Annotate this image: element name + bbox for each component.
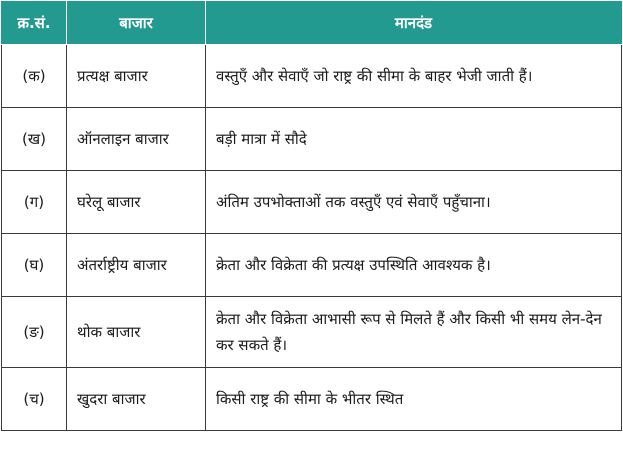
- serial-number-cell: (ङ): [2, 297, 67, 368]
- market-cell: घरेलू बाजार: [67, 171, 206, 234]
- header-serial-number: क्र.सं.: [2, 2, 67, 45]
- serial-number-cell: (ग): [2, 171, 67, 234]
- table-row: [2, 45, 622, 108]
- serial-number-cell: (घ): [2, 234, 67, 297]
- header-row: [2, 2, 622, 45]
- table-row: [2, 171, 622, 234]
- serial-number-cell: (च): [2, 368, 67, 431]
- table-header: [2, 2, 622, 45]
- table-row: [2, 297, 622, 368]
- criteria-cell: क्रेता और विक्रेता की प्रत्यक्ष उपस्थिति आवश्यक है।: [206, 234, 622, 297]
- criteria-cell: बड़ी मात्रा में सौदे: [206, 108, 622, 171]
- criteria-cell: किसी राष्ट्र की सीमा के भीतर स्थित: [206, 368, 622, 431]
- table-row: [2, 108, 622, 171]
- table-row: [2, 234, 622, 297]
- market-cell: अंतर्राष्ट्रीय बाजार: [67, 234, 206, 297]
- criteria-cell: वस्तुएँ और सेवाएँ जो राष्ट्र की सीमा के बाहर भेजी जाती हैं।: [206, 45, 622, 108]
- serial-number-cell: (क): [2, 45, 67, 108]
- market-cell: ऑनलाइन बाजार: [67, 108, 206, 171]
- header-criteria: मानदंड: [206, 2, 622, 45]
- market-cell: थोक बाजार: [67, 297, 206, 368]
- market-cell: प्रत्यक्ष बाजार: [67, 45, 206, 108]
- market-criteria-table: [1, 1, 622, 431]
- criteria-cell: क्रेता और विक्रेता आभासी रूप से मिलते हैं और किसी भी समय लेन-देन कर सकते हैं।: [206, 297, 622, 368]
- table-row: [2, 368, 622, 431]
- serial-number-cell: (ख): [2, 108, 67, 171]
- table-body: [2, 45, 622, 431]
- header-market: बाजार: [67, 2, 206, 45]
- market-criteria-table-container: [1, 1, 621, 454]
- market-cell: खुदरा बाजार: [67, 368, 206, 431]
- criteria-cell: अंतिम उपभोक्ताओं तक वस्तुएँ एवं सेवाएँ पहुँचाना।: [206, 171, 622, 234]
